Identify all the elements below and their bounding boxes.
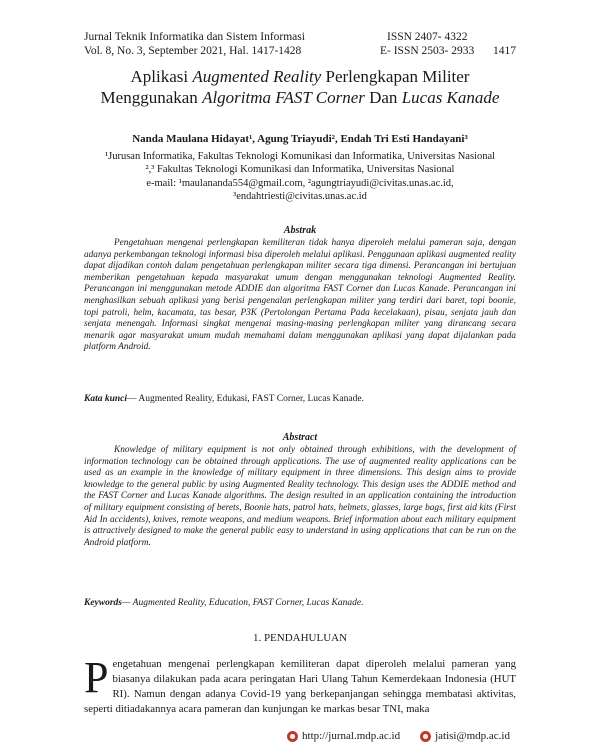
issn: ISSN 2407- 4322 xyxy=(387,31,468,43)
keywords xyxy=(84,598,516,608)
page-footer xyxy=(287,730,510,742)
keywords-values: — Augmented Reality, Education, FAST Corner, Lucas Kanade. xyxy=(122,598,364,608)
abstrak-heading: Abstrak xyxy=(283,225,317,236)
abstract-heading: Abstract xyxy=(282,432,318,443)
author-email-3: ³endahtriesti@civitas.unas.ac.id xyxy=(233,191,367,202)
footer-email[interactable]: jatisi@mdp.ac.id xyxy=(435,730,510,742)
drop-cap: P xyxy=(84,653,109,702)
kata-kunci-values: — Augmented Reality, Edukasi, FAST Corner, Lucas Kanade. xyxy=(127,394,364,404)
paper-title: Aplikasi Augmented Reality Perlengkapan Militer Menggunakan Algoritma FAST Corner Dan Lucas Kanade xyxy=(100,67,500,107)
journal-name: Jurnal Teknik Informatika dan Sistem Informasi xyxy=(84,31,305,43)
introduction-text: engetahuan mengenai perlengkapan kemiliteran dapat diperoleh melalui pameran yang biasanya dilakukan pada acara peringatan Hari Ulang Tahun Kemerdekaan Indonesia (HUT RI). Namun dengan adanya Covid-19 yang berkepanjangan sehingga membatasi aktivitas, seperti ditiadakannya acara pameran dan kunjungan ke markas besar TNI, maka xyxy=(84,658,516,715)
introduction-paragraph xyxy=(84,653,516,717)
email-icon xyxy=(420,731,431,742)
volume-info: Vol. 8, No. 3, September 2021, Hal. 1417-1428 xyxy=(84,45,302,57)
abstract-body: Knowledge of military equipment is not only obtained through exhibitions, with the development of information technology can be obtained through applications. The use of augmented reality applications can be used as an example in the knowledge of military equipment in three dimensions. This design aims to provide knowledge to the general public by using Augmented Reality technology. This design uses the ADDIE method and the FAST Corner and Lucas Kanade algorithms. The design resulted in an application containing the introduction of military equipment consisting of berets, Boonie hats, patrol hats, helmets, glasses, large bags, first aid kits (First Aid In accidents), knives, remote weapons, and medium weapons. Brief information about each military equipment is attractively designed to make the general public easy to understand in using applications that can be run on the Android platform. xyxy=(84,445,516,548)
author-list: Nanda Maulana Hidayat¹, Agung Triayudi², Endah Tri Esti Handayani³ xyxy=(132,133,468,145)
author-emails: e-mail: ¹maulananda554@gmail.com, ²agungtriayudi@civitas.unas.ac.id, xyxy=(146,178,454,189)
web-icon xyxy=(287,731,298,742)
kata-kunci xyxy=(84,394,516,404)
page-number: 1417 xyxy=(493,45,516,57)
kata-kunci-label: Kata kunci xyxy=(84,394,128,404)
abstrak-body: Pengetahuan mengenai perlengkapan kemiliteran tidak hanya diperoleh melalui pameran saja, dengan adanya perkembangan teknologi informasi bisa diperoleh melalui aplikasi. Penggunaan aplikasi augmented reality dapat dijadikan contoh dalam pengetahuan perlengkapan militer secara tiga dimensi. Perancangan ini bertujuan memberikan pengetahuan kepada masyarakat umum dengan menggunakan teknologi Augmented Reality. Perancangan ini menggunakan metode ADDIE dan algoritma FAST Corner dan Lucas Kanade. Perancangan ini menghasilkan sebuah aplikasi yang berisi pengenalan perlengkapan militer yang terdiri dari baret, topi boonie, topi patroli, helm, kacamata, tas besar, P3K (Pertolongan Pertama Pada kecelakaan), pisau, senjata jauh dan senjata menengah. Informasi singkat mengenai masing-masing perlengkapan militer yang dirancang secara menarik agar masyarakat umum mudah memahami dalam menggunakan aplikasi yang dapat dijalankan pada platform Android. xyxy=(84,238,516,353)
affiliation-2: ²,³ Fakultas Teknologi Komunikasi dan Informatika, Universitas Nasional xyxy=(145,164,455,175)
eissn: E- ISSN 2503- 2933 xyxy=(380,45,475,57)
affiliation-1: ¹Jurusan Informatika, Fakultas Teknologi Komunikasi dan Informatika, Universitas Nasional xyxy=(104,151,496,162)
section-heading-pendahuluan: 1. PENDAHULUAN xyxy=(252,632,348,644)
keywords-label: Keywords xyxy=(84,598,122,608)
footer-url[interactable]: http://jurnal.mdp.ac.id xyxy=(302,730,401,742)
